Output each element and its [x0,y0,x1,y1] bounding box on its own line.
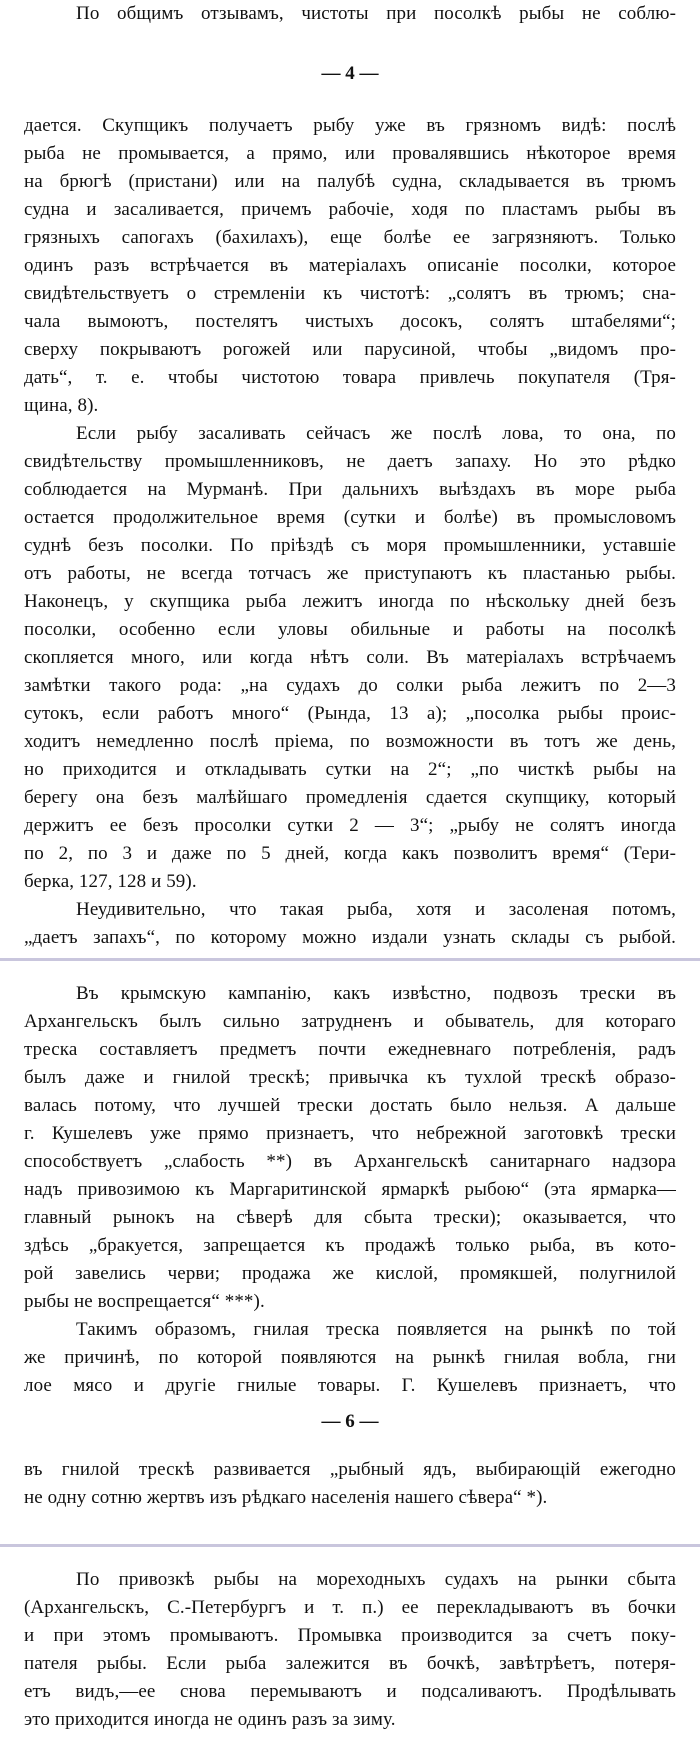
text-line: по 2, по 3 и даже по 5 дней, когда какъ позволитъ время“ (Тери- [24,843,676,864]
text-line: грязныхъ сапогахъ (бахилахъ), еще болѣе ее загрязняютъ. Только [24,227,676,248]
text-line: скопляется много, или когда нѣтъ соли. Въ матеріалахъ встрѣчаемъ [24,647,676,668]
text-line: въ гнилой трескѣ развивается „рыбный ядъ, выбирающій ежегодно [24,1459,676,1480]
page-number: — 4 — [321,63,379,84]
text-line: способствуетъ „слабость **) въ Архангельскѣ санитарнаго надзора [24,1151,676,1172]
text-line: держитъ ее безъ просолки сутки 2 — 3“; „рыбу не солятъ иногда [24,815,676,836]
text-line: берка, 127, 128 и 59). [24,871,197,892]
text-line: остается продолжительное время (сутки и болѣе) въ промысловомъ [24,507,676,528]
text-line: главный рынокъ на сѣверѣ для сбыта трески); оказывается, что [24,1207,676,1228]
text-line: но приходится и откладывать сутки на 2“; „по чисткѣ рыбы на [24,759,676,780]
text-line: (Архангельскъ, С.-Петербургъ и т. п.) ее перекладываютъ въ бочки [24,1597,676,1618]
text-line: замѣтки такого рода: „на судахъ до солки рыба лежитъ по 2—3 [24,675,676,696]
text-line: надъ привозимою къ Маргаритинской ярмаркѣ рыбою“ (эта ярмарка— [24,1179,676,1200]
text-line: берегу она безъ малѣйшаго промедленія сдается скупщику, который [24,787,676,808]
text-line: не одну сотню жертвъ изъ рѣдкаго населенія нашего сѣвера“ *). [24,1487,548,1508]
text-line: щина, 8). [24,395,99,416]
text-line: валась потому, что лучшей трески достать было нельзя. А дальше [24,1095,676,1116]
fragment-divider [0,1544,700,1547]
text-line: Неудивительно, что такая рыба, хотя и засоленая потомъ, [76,899,676,920]
text-line: пателя рыбы. Если рыба залежится въ бочкѣ, завѣтрѣетъ, потеря- [24,1653,676,1674]
fragment-divider [0,958,700,961]
text-line: ходитъ немедленно послѣ пріема, по возможности въ тотъ же день, [24,731,676,752]
text-line: соблюдается на Мурманѣ. При дальнихъ выѣздахъ въ море рыба [24,479,676,500]
text-line: рыбы не воспрещается“ ***). [24,1291,265,1312]
text-line: По привозкѣ рыбы на мореходныхъ судахъ на рынки сбыта [76,1569,676,1590]
text-line: „даетъ запахъ“, по которому можно издали узнать склады съ рыбой. [24,927,676,948]
text-line: это приходится иногда не одинъ разъ за зиму. [24,1709,396,1730]
text-line: здѣсь „бракуется, запрещается къ продажѣ только рыба, въ кото- [24,1235,676,1256]
text-line: Архангельскъ былъ сильно затрудненъ и обыватель, для котораго [24,1011,676,1032]
text-line: отъ работы, не всегда тотчасъ же приступаютъ къ пластанью рыбы. [24,563,676,584]
text-line: рыба не промывается, а прямо, или провалявшись нѣкоторое время [24,143,676,164]
text-line: сутокъ, если работъ много“ (Рында, 13 а); „посолка рыбы проис- [24,703,676,724]
text-line: Если рыбу засаливать сейчасъ же послѣ лова, то она, по [76,423,676,444]
text-line: сверху покрываютъ рогожей или парусиной, чтобы „видомъ про- [24,339,676,360]
text-line: же причинѣ, по которой появляются на рынкѣ гнилая вобла, гни [24,1347,676,1368]
text-line: и при этомъ промываютъ. Промывка производится за счетъ поку- [24,1625,676,1646]
text-line: етъ видъ,—ее снова перемываютъ и подсаливаютъ. Продѣлывать [24,1681,676,1702]
text-line: судна и засаливается, причемъ рабочіе, ходя по пластамъ рыбы въ [24,199,676,220]
text-line: посолки, особенно если уловы обильные и работы на посолкѣ [24,619,676,640]
text-line: рой завелись черви; продажа же кислой, промякшей, полугнилой [24,1263,676,1284]
text-line: Наконецъ, у скупщика рыба лежитъ иногда по нѣскольку дней безъ [24,591,676,612]
text-line: треска составляетъ предметъ почти ежедневнаго потребленія, радъ [24,1039,676,1060]
text-line: дать“, т. е. чтобы чистотою товара привлечь покупателя (Тря- [24,367,676,388]
text-line: чала вымоютъ, постелятъ чистыхъ досокъ, солятъ штабелями“; [24,311,676,332]
text-line: Въ крымскую кампанію, какъ извѣстно, подвозъ трески въ [76,983,676,1004]
text-line: Такимъ образомъ, гнилая треска появляется на рынкѣ по той [76,1319,676,1340]
text-line: свидѣтельствуетъ о стремленіи къ чистотѣ: „солятъ въ трюмъ; сна- [24,283,676,304]
text-line: суднѣ безъ посолки. По пріѣздѣ съ моря промышленники, уставшіе [24,535,676,556]
text-line: По общимъ отзывамъ, чистоты при посолкѣ рыбы не соблю- [76,3,676,24]
text-line: лое мясо и другіе гнилые товары. Г. Кушелевъ признаетъ, что [24,1375,676,1396]
text-line: одинъ разъ встрѣчается въ матеріалахъ описаніе посолки, которое [24,255,676,276]
page-number: — 6 — [321,1411,379,1432]
text-line: дается. Скупщикъ получаетъ рыбу уже въ грязномъ видѣ: послѣ [24,115,676,136]
text-line: былъ даже и гнилой трескѣ; привычка къ тухлой трескѣ образо- [24,1067,676,1088]
text-line: г. Кушелевъ уже прямо признаетъ, что небрежной заготовкѣ трески [24,1123,676,1144]
text-line: на брюгѣ (пристани) или на палубѣ судна, складывается въ трюмъ [24,171,676,192]
text-line: свидѣтельству промышленниковъ, не даетъ запаху. Но это рѣдко [24,451,676,472]
